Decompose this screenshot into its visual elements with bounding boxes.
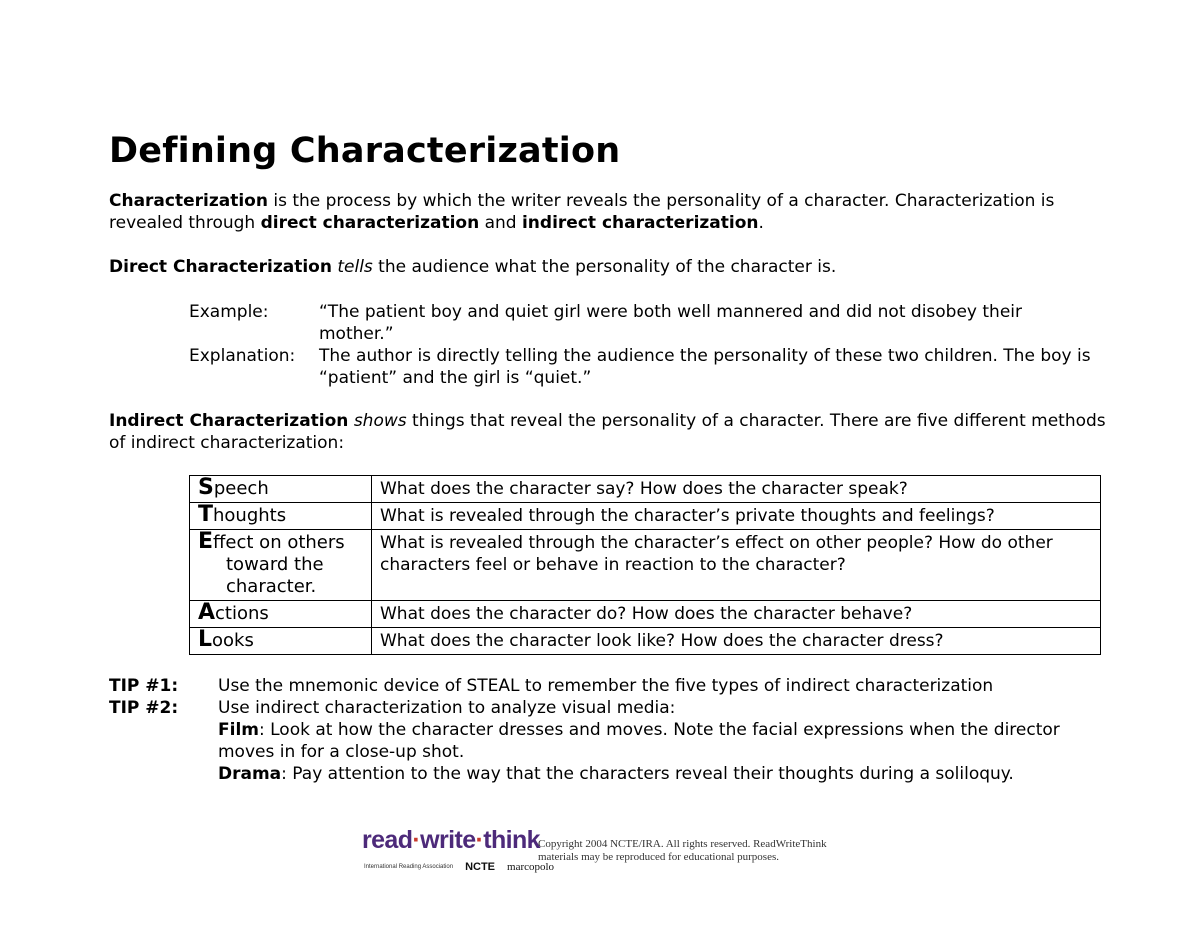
steal-question: What does the character do? How does the character behave? (372, 601, 1101, 628)
intro-end: . (758, 213, 764, 233)
logo-read: read (362, 826, 413, 854)
ncte-logo: NCTE (465, 861, 496, 873)
steal-initial: S (198, 475, 214, 500)
steal-question: What is revealed through the character’s effect on other people? How do other characters feel or behave in reaction to the character? (372, 530, 1101, 601)
indirect-verb: shows (353, 411, 407, 431)
steal-term-rest: ooks (212, 630, 254, 651)
steal-table (189, 475, 1101, 655)
steal-term (190, 503, 372, 530)
indirect-rest: things that reveal the personality of a character. There are five different methods of indirect characterization: (109, 411, 1106, 453)
steal-term (190, 628, 372, 655)
direct-term: Direct Characterization (109, 257, 332, 277)
steal-question: What does the character look like? How does the character dress? (372, 628, 1101, 655)
film-label: Film (218, 720, 259, 740)
direct-paragraph (109, 256, 1109, 278)
tips-block (109, 675, 1109, 785)
steal-initial: E (198, 529, 214, 554)
steal-term-rest: houghts (213, 505, 287, 526)
tip2-label: TIP #2: (109, 698, 179, 718)
drama-text: : Pay attention to the way that the characters reveal their thoughts during a soliloquy. (281, 764, 1014, 784)
intro-bold-indirect: indirect characterization (521, 213, 759, 233)
tip2-text: Use indirect characterization to analyze visual media: (218, 698, 676, 718)
steal-term-rest: peech (213, 478, 269, 499)
steal-term (190, 601, 372, 628)
steal-term (190, 530, 372, 601)
drama-tip (218, 763, 1098, 785)
steal-question: What does the character say? How does the character speak? (372, 476, 1101, 503)
table-row (190, 530, 1101, 601)
tip2-body (218, 697, 1098, 785)
example-block (189, 301, 1109, 389)
steal-term-rest: ffect on others (213, 532, 345, 553)
readwritethink-logo (362, 826, 540, 854)
table-row (190, 601, 1101, 628)
logo-dot: · (475, 826, 484, 854)
tip1-label: TIP #1: (109, 676, 179, 696)
page-title: Defining Characterization (109, 131, 621, 171)
steal-initial: L (198, 627, 213, 652)
intro-term: Characterization (109, 191, 268, 211)
intro-bold-direct: direct characterization (260, 213, 480, 233)
partner-logos (364, 856, 554, 878)
steal-term-rest: ctions (215, 603, 269, 624)
indirect-paragraph (109, 410, 1109, 454)
film-tip (218, 719, 1098, 763)
example-label: Example: (189, 302, 269, 322)
table-row (190, 476, 1101, 503)
explanation-text: The author is directly telling the audience the personality of these two children. The boy is “patient” and the girl is “quiet.” (319, 346, 1091, 388)
steal-term-continuation: toward the character. (226, 554, 324, 597)
intro-text-1: is the process by which the writer reveals the personality of a character. Characterization is revealed through (109, 191, 1055, 233)
logo-dot: · (412, 826, 421, 854)
copyright-notice: Copyright 2004 NCTE/IRA. All rights reserved. ReadWriteThink materials may be reproduced for educational purposes. (538, 838, 827, 863)
explanation-label: Explanation: (189, 346, 296, 366)
logo-write: write (420, 826, 476, 854)
film-text: : Look at how the character dresses and moves. Note the facial expressions when the director moves in for a close-up shot. (218, 720, 1060, 762)
table-row (190, 503, 1101, 530)
document-page (109, 126, 1109, 785)
footer (362, 826, 842, 873)
direct-verb: tells (337, 257, 373, 277)
steal-term (190, 476, 372, 503)
ira-logo: International Reading Association (364, 864, 454, 870)
drama-label: Drama (218, 764, 282, 784)
example-text: “The patient boy and quiet girl were both well mannered and did not disobey their mother.” (319, 302, 1023, 344)
steal-initial: A (198, 600, 216, 625)
marcopolo-logo: marcopolo (507, 861, 555, 873)
table-row (190, 628, 1101, 655)
intro-paragraph (109, 190, 1109, 234)
indirect-term: Indirect Characterization (109, 411, 349, 431)
steal-question: What is revealed through the character’s private thoughts and feelings? (372, 503, 1101, 530)
steal-initial: T (198, 502, 214, 527)
intro-and: and (479, 213, 522, 233)
tip1-text: Use the mnemonic device of STEAL to remember the five types of indirect characterization (218, 676, 994, 696)
direct-rest: the audience what the personality of the character is. (372, 257, 837, 277)
logo-think: think (483, 826, 540, 854)
